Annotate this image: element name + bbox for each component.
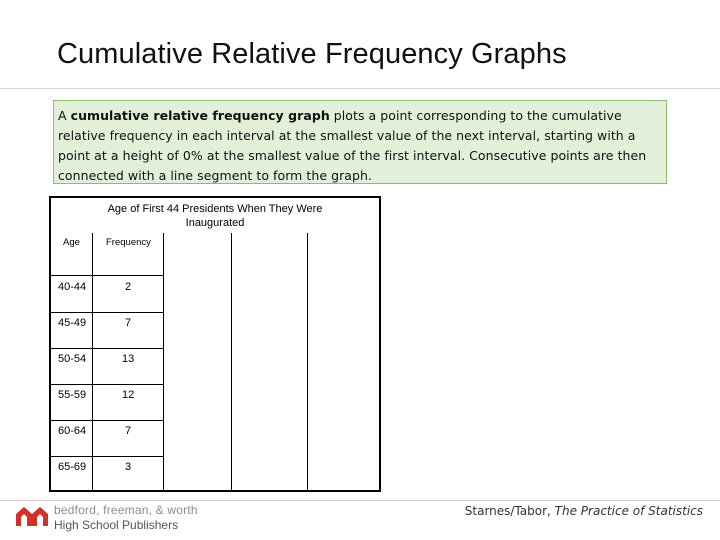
grid-line xyxy=(51,384,163,385)
grid-line xyxy=(51,275,163,276)
presidents-age-table xyxy=(49,196,381,492)
frequency-cell: 7 xyxy=(125,425,132,437)
age-cell: 55-59 xyxy=(58,389,87,401)
age-cell: 40-44 xyxy=(58,281,87,293)
frequency-cell: 7 xyxy=(125,317,132,329)
footer-divider xyxy=(0,500,720,501)
publisher-name: bedford, freeman, & worth High School Publishers xyxy=(54,503,198,532)
book-credit: Starnes/Tabor, The Practice of Statistics xyxy=(464,504,703,518)
grid-line xyxy=(51,456,163,457)
header-age: Age xyxy=(63,237,80,248)
definition-box xyxy=(53,100,667,184)
slide-title: Cumulative Relative Frequency Graphs xyxy=(57,38,567,70)
grid-line xyxy=(51,420,163,421)
publisher-logo-icon xyxy=(15,505,49,527)
age-cell: 65-69 xyxy=(58,461,87,473)
table-caption: Age of First 44 Presidents When They Were Inaugurated xyxy=(107,203,323,229)
age-cell: 45-49 xyxy=(58,317,87,329)
grid-line xyxy=(163,233,164,490)
definition-term: cumulative relative frequency graph xyxy=(70,108,330,123)
grid-line xyxy=(51,312,163,313)
frequency-cell: 12 xyxy=(122,389,135,401)
grid-line xyxy=(51,348,163,349)
grid-line xyxy=(92,233,93,490)
age-cell: 60-64 xyxy=(58,425,87,437)
header-frequency: Frequency xyxy=(106,237,151,248)
grid-line xyxy=(307,233,308,490)
definition-intro: A xyxy=(58,108,71,123)
age-cell: 50-54 xyxy=(58,353,87,365)
title-divider xyxy=(0,88,720,89)
frequency-cell: 2 xyxy=(125,281,132,293)
definition-text: plots a point corresponding to the cumulative relative frequency in each interval at the smallest value of the next interval, starting with a point at a height of 0% at the smallest value of the first interval. Consecutive points are then connected with a line segment to form the graph. xyxy=(58,108,647,183)
frequency-cell: 13 xyxy=(122,353,135,365)
frequency-cell: 3 xyxy=(125,461,132,473)
grid-line xyxy=(231,233,232,490)
